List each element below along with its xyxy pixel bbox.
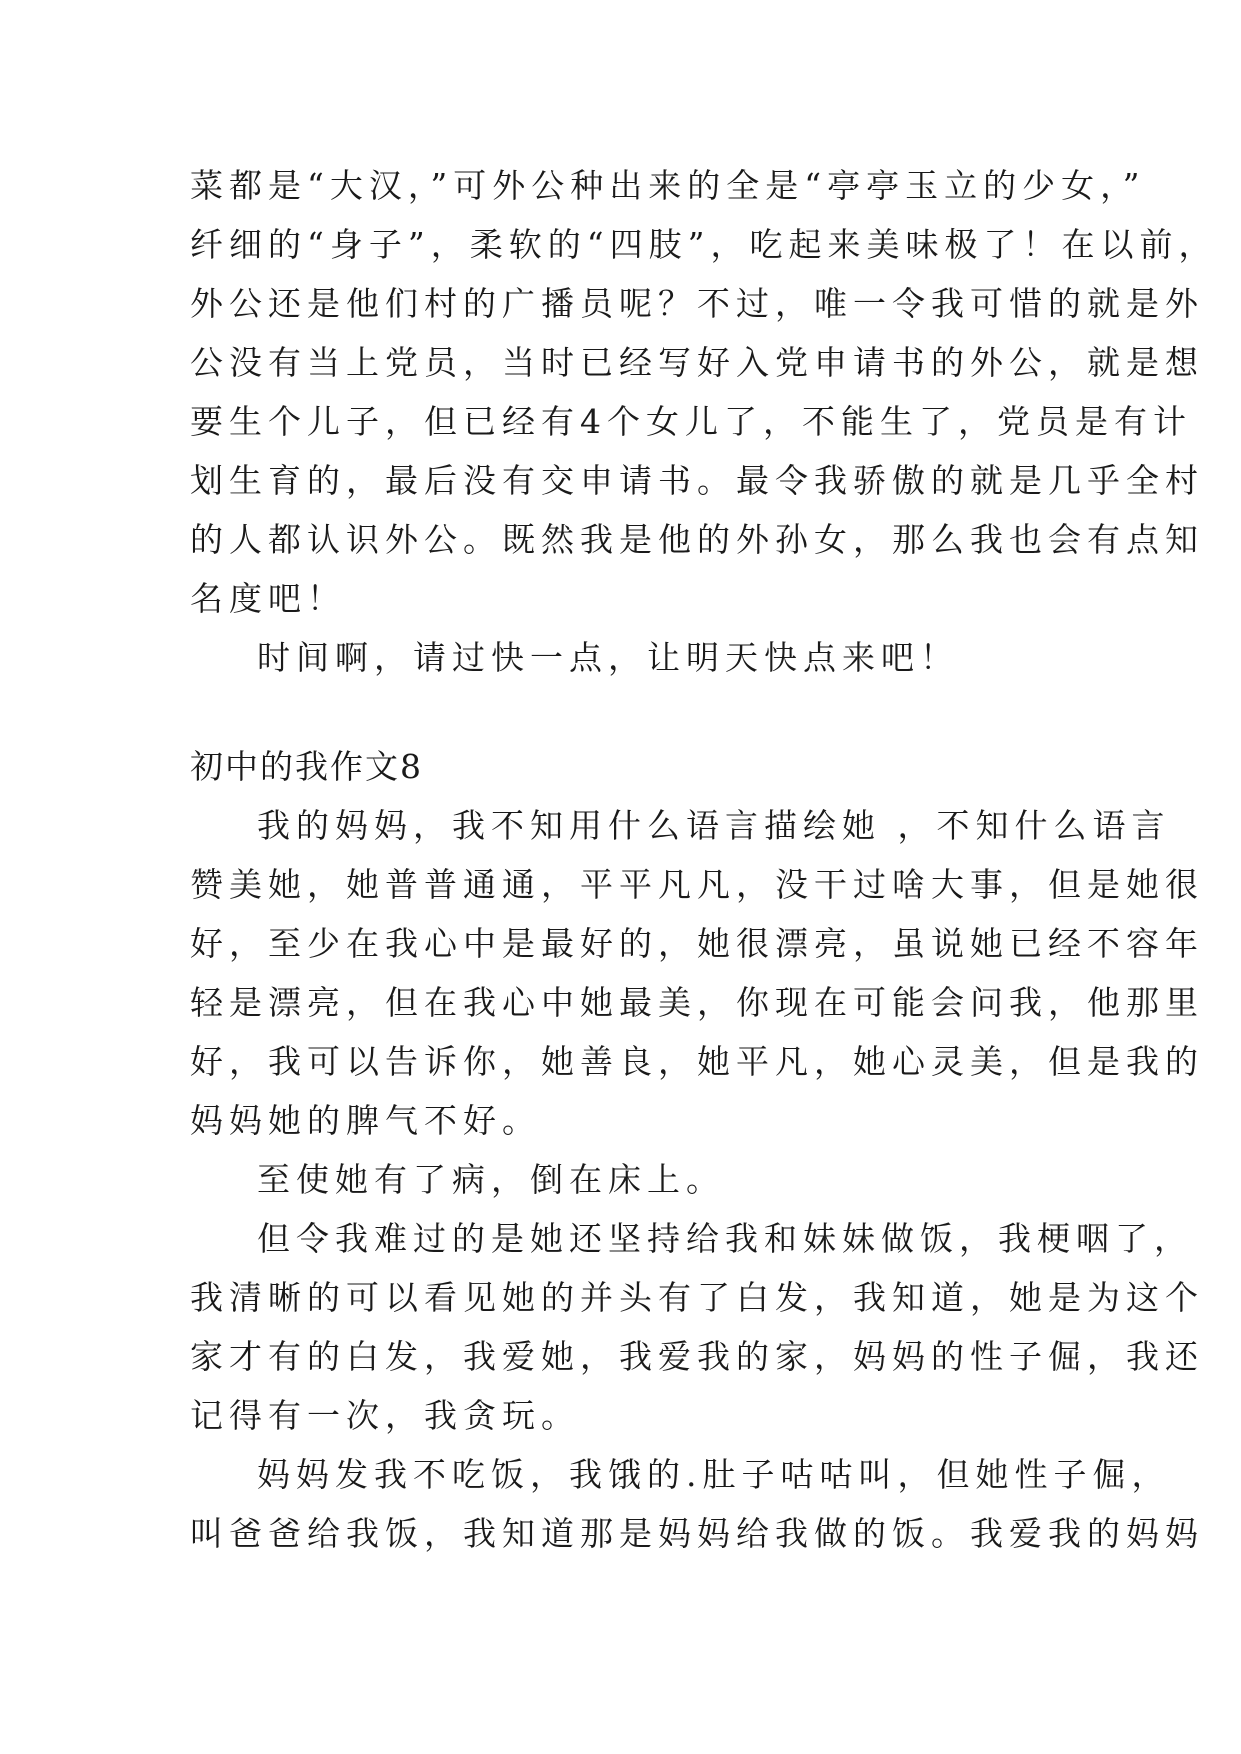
paragraph-line: 时间啊，请过快一点，让明天快点来吧！ [257,638,959,677]
paragraph-line: 要生个儿子，但已经有4个女儿了，不能生了，党员是有计 [190,402,1192,441]
paragraph-line: 名度吧！ [190,579,346,618]
paragraph-line: 我清晰的可以看见她的并头有了白发，我知道，她是为这个 [190,1278,1204,1317]
paragraph-line: 好，我可以告诉你，她善良，她平凡，她心灵美，但是我的 [190,1042,1204,1081]
paragraph-line: 菜都是“大汉，”可外公种出来的全是“亭亭玉立的少女，” [190,166,1146,205]
paragraph-line: 纤细的“身子”，柔软的“四肢”，吃起来美味极了！在以前， [190,225,1218,264]
paragraph-line: 赞美她，她普普通通，平平凡凡，没干过啥大事，但是她很 [190,865,1204,904]
paragraph-line: 家才有的白发，我爱她，我爱我的家，妈妈的性子倔，我还 [190,1337,1204,1376]
paragraph-line: 妈妈她的脾气不好。 [190,1101,541,1140]
paragraph-line: 好，至少在我心中是最好的，她很漂亮，虽说她已经不容年 [190,924,1204,963]
paragraph-line: 但令我难过的是她还坚持给我和妹妹做饭，我梗咽了， [257,1219,1193,1258]
paragraph-line: 轻是漂亮，但在我心中她最美，你现在可能会问我，他那里 [190,983,1204,1022]
section-title: 初中的我作文8 [190,747,423,786]
paragraph-line: 我的妈妈，我不知用什么语言描绘她 ，不知什么语言 [257,806,1171,845]
paragraph-line: 的人都认识外公。既然我是他的外孙女，那么我也会有点知 [190,520,1204,559]
paragraph-line: 妈妈发我不吃饭，我饿的.肚子咕咕叫，但她性子倔， [257,1455,1171,1494]
paragraph-line: 叫爸爸给我饭，我知道那是妈妈给我做的饭。我爱我的妈妈 [190,1514,1204,1553]
paragraph-line: 划生育的，最后没有交申请书。最令我骄傲的就是几乎全村 [190,461,1204,500]
paragraph-line: 至使她有了病，倒在床上。 [257,1160,725,1199]
paragraph-line: 记得有一次，我贪玩。 [190,1396,580,1435]
paragraph-line: 公没有当上党员，当时已经写好入党申请书的外公，就是想 [190,343,1204,382]
paragraph-line: 外公还是他们村的广播员呢？不过，唯一令我可惜的就是外 [190,284,1204,323]
